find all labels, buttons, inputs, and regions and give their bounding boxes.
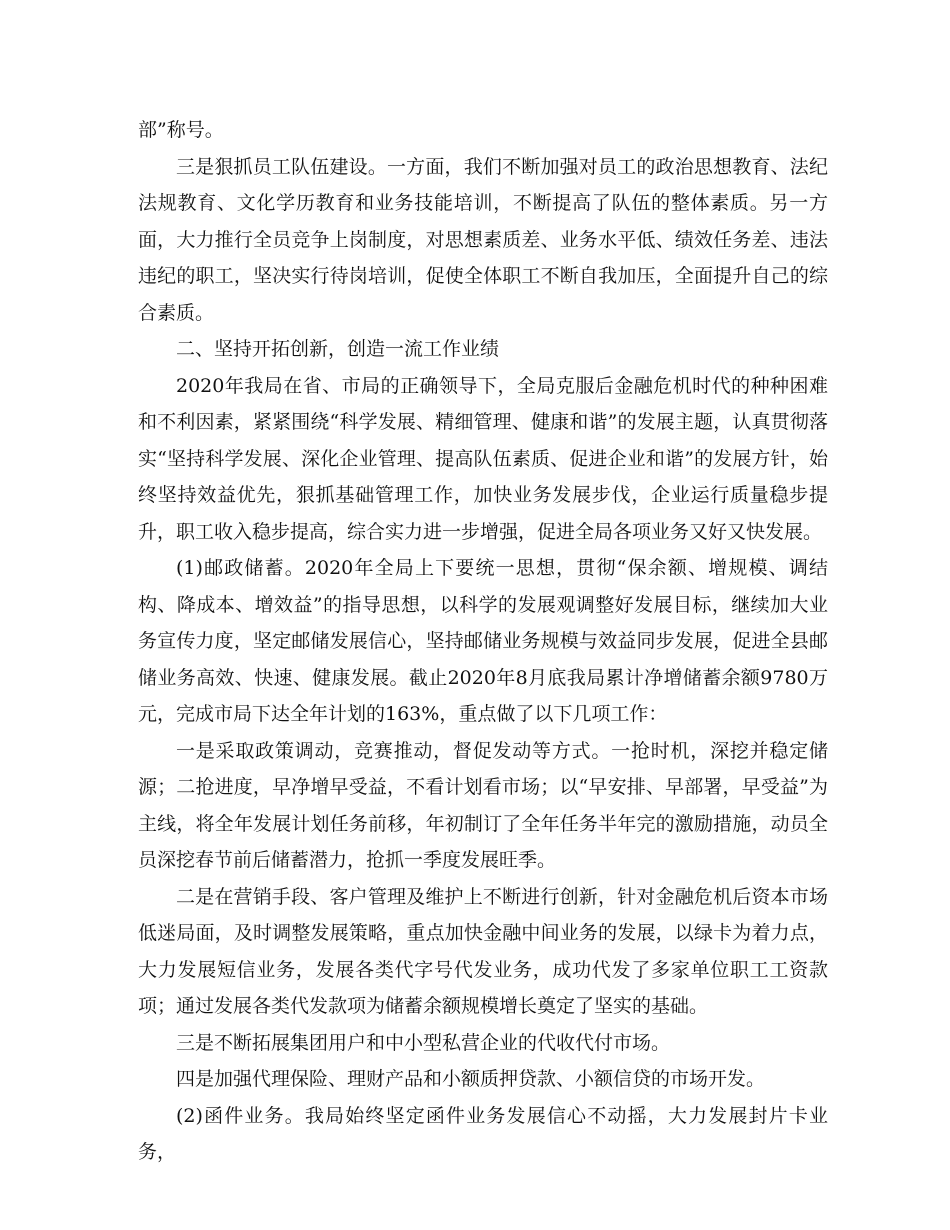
- paragraph-2020-overview: 2020年我局在省、市局的正确领导下，全局克服后金融危机时代的种种困难和不利因素，紧紧围绕“科学发展、精细管理、健康和谐”的发展主题，认真贯彻落实“坚持科学发展、深化企业管理、提高队伍素质、促进企业和谐”的发展方针，始终坚持效益优先，狠抓基础管理工作，加快业务发展步伐，企业运行质量稳步提升，职工收入稳步提高，综合实力进一步增强，促进全局各项业务又好又快发展。: [138, 374, 828, 543]
- section-heading-innovation: 二、坚持开拓创新，创造一流工作业绩: [176, 338, 500, 360]
- document-body: [138, 112, 828, 1171]
- paragraph-mail-business: (2)函件业务。我局始终坚定函件业务发展信心不动摇，大力发展封片卡业务，: [138, 1104, 828, 1163]
- paragraph-insurance-loans: 四是加强代理保险、理财产品和小额质押贷款、小额信贷的市场开发。: [176, 1068, 766, 1090]
- paragraph-group-users: 三是不断拓展集团用户和中小型私营企业的代收代付市场。: [176, 1031, 671, 1054]
- paragraph-marketing-innovation: 二是在营销手段、客户管理及维护上不断进行创新，针对金融危机后资本市场低迷局面，及时调整发展策略，重点加快金融中间业务的发展，以绿卡为着力点，大力发展短信业务，发展各类代字号代发业务，成功代发了多家单位职工工资款项；通过发展各类代发款项为储蓄余额规模增长奠定了坚实的基础。: [138, 885, 828, 1017]
- paragraph-policy-measures: 一是采取政策调动，竞赛推动，督促发动等方式。一抢时机，深挖并稳定储源；二抢进度，早净增早受益，不看计划看市场；以“早安排、早部署，早受益”为主线，将全年发展计划任务前移，年初制订了全年任务半年完的激励措施，动员全员深挖春节前后储蓄潜力，抢抓一季度发展旺季。: [138, 739, 828, 871]
- paragraph-continuation: 部”称号。: [138, 119, 224, 141]
- paragraph-postal-savings: (1)邮政储蓄。2020年全局上下要统一思想，贯彻“保余额、增规模、调结构、降成本、增效益”的指导思想，以科学的发展观调整好发展目标，继续加大业务宣传力度，坚定邮储发展信心，坚持邮储业务规模与效益同步发展，促进全县邮储业务高效、快速、健康发展。截止2020年8月底我局累计净增储蓄余额9780万元，完成市局下达全年计划的163%，重点做了以下几项工作：: [138, 557, 828, 725]
- paragraph-staff-building: 三是狠抓员工队伍建设。一方面，我们不断加强对员工的政治思想教育、法纪法规教育、文化学历教育和业务技能培训，不断提高了队伍的整体素质。另一方面，大力推行全员竞争上岗制度，对思想素质差、业务水平低、绩效任务差、违法违纪的职工，坚决实行待岗培训，促使全体职工不断自我加压，全面提升自己的综合素质。: [138, 155, 828, 324]
